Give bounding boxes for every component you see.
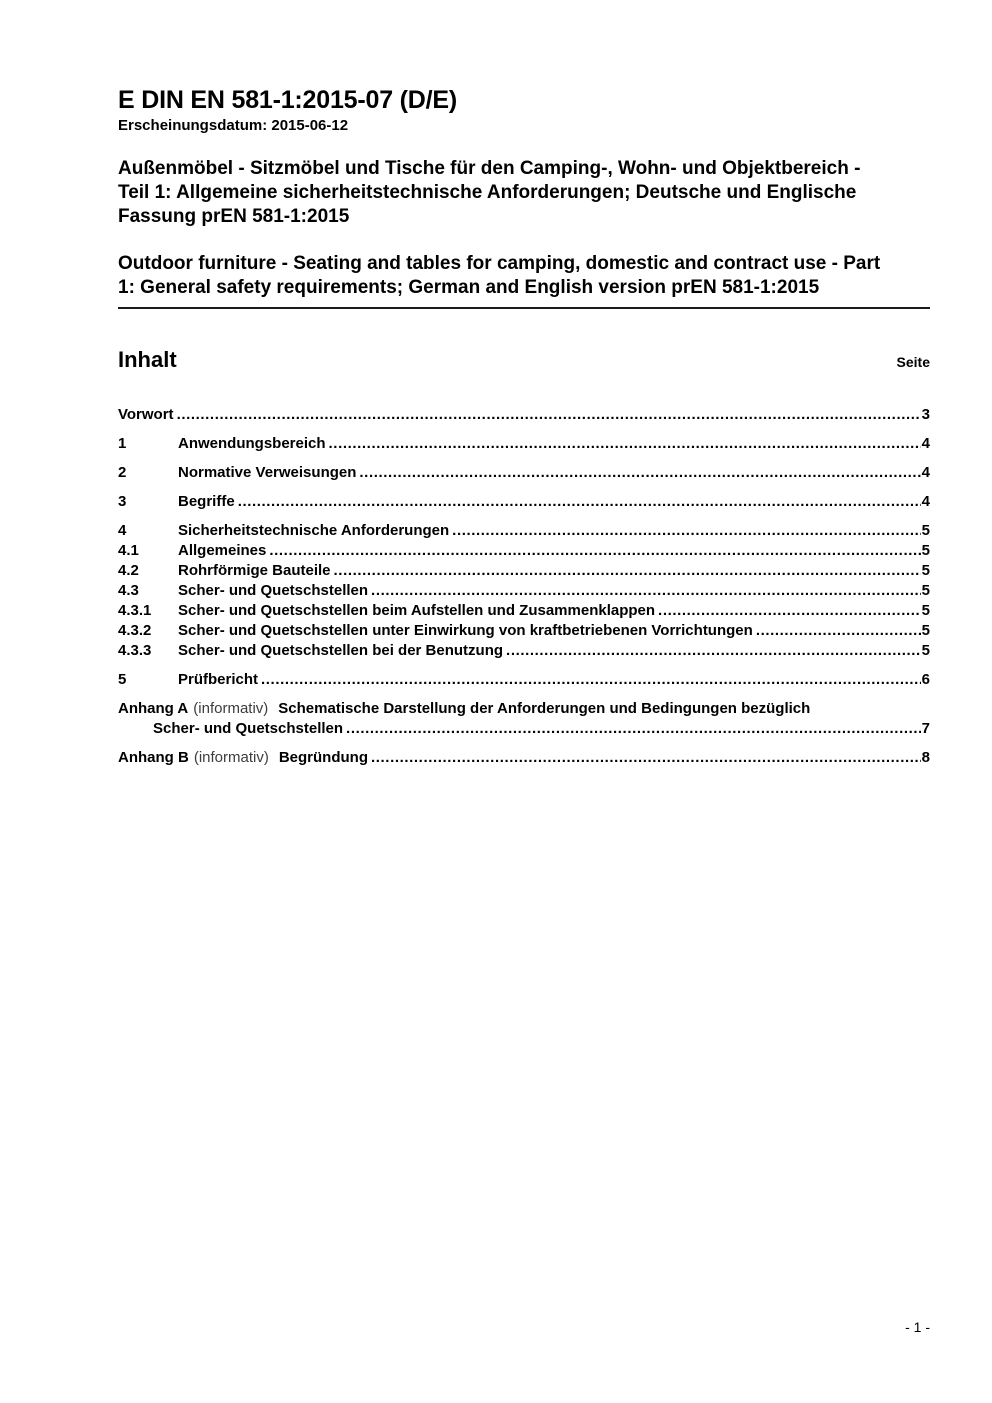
toc-dot-leader — [359, 463, 920, 483]
toc-row-annex-a-line1 — [118, 699, 930, 719]
toc-page-number: 6 — [921, 671, 930, 688]
toc-row-3 — [118, 492, 930, 512]
toc-page-number: 4 — [921, 435, 930, 452]
toc-page-number: 5 — [921, 562, 930, 579]
toc-page-column-label: Seite — [896, 354, 930, 370]
toc-section-number: 1 — [118, 435, 127, 452]
toc-dot-leader — [177, 405, 921, 425]
german-title — [118, 157, 930, 229]
toc-section-number: 4.3.2 — [118, 622, 152, 639]
english-title-line: Outdoor furniture - Seating and tables for camping, domestic and contract use - Part — [118, 253, 881, 274]
toc-dot-leader — [238, 492, 921, 512]
publication-date: Erscheinungsdatum: 2015-06-12 — [118, 117, 349, 134]
annex-prefix: Anhang A — [118, 700, 189, 717]
toc-label: Scher- und Quetschstellen beim Aufstellen und Zusammenklappen — [178, 602, 656, 619]
toc-section-number: 4.2 — [118, 562, 139, 579]
toc-label: Allgemeines — [178, 542, 267, 559]
toc-page-number: 4 — [921, 464, 930, 481]
toc-row-4-3 — [118, 581, 930, 601]
toc-row-1 — [118, 434, 930, 454]
divider-rule — [118, 307, 930, 309]
toc-label: Schematische Darstellung der Anforderungen und Bedingungen bezüglich — [278, 700, 811, 717]
toc-row-annex-a-line2 — [118, 719, 930, 739]
toc-label: Scher- und Quetschstellen bei der Benutzung — [178, 642, 504, 659]
toc-row-vorwort — [118, 405, 930, 425]
toc-page-number: 5 — [921, 622, 930, 639]
german-title-line: Teil 1: Allgemeine sicherheitstechnische Anforderungen; Deutsche und Englische — [118, 182, 857, 203]
toc-label: Vorwort — [118, 406, 174, 423]
toc-page-number: 5 — [921, 602, 930, 619]
toc-row-4-3-2 — [118, 621, 930, 641]
toc-label: Scher- und Quetschstellen — [153, 720, 344, 737]
toc-label: Scher- und Quetschstellen — [178, 582, 369, 599]
toc-section-number: 3 — [118, 493, 127, 510]
toc-page-number: 7 — [921, 720, 930, 737]
toc-page-number: 5 — [921, 522, 930, 539]
toc-label: Begriffe — [178, 493, 235, 510]
toc-section-number: 4.3 — [118, 582, 139, 599]
english-title-line: 1: General safety requirements; German and English version prEN 581-1:2015 — [118, 277, 820, 298]
toc-dot-leader — [329, 434, 921, 454]
toc-label: Scher- und Quetschstellen unter Einwirkung von kraftbetriebenen Vorrichtungen — [178, 622, 753, 639]
german-title-line: Außenmöbel - Sitzmöbel und Tische für den Camping-, Wohn- und Objektbereich - — [118, 158, 861, 179]
toc-page-number: 8 — [921, 749, 930, 766]
toc-label: Rohrförmige Bauteile — [178, 562, 331, 579]
toc-page-number: 5 — [921, 642, 930, 659]
toc-section-number: 4.3.1 — [118, 602, 152, 619]
toc-row-4-1 — [118, 541, 930, 561]
page-number-footer: - 1 - — [905, 1319, 930, 1335]
english-title — [118, 252, 930, 300]
toc-dot-leader — [371, 748, 921, 768]
toc-section-number: 4.1 — [118, 542, 139, 559]
toc-section-number: 2 — [118, 464, 127, 481]
page-content — [0, 86, 992, 768]
toc-row-4-3-1 — [118, 601, 930, 621]
toc-row-4 — [118, 521, 930, 541]
toc-label: Sicherheitstechnische Anforderungen — [178, 522, 450, 539]
toc-page-number: 4 — [921, 493, 930, 510]
toc-row-annex-b — [118, 748, 930, 768]
doc-number-title: E DIN EN 581-1:2015-07 (D/E) — [118, 86, 457, 114]
toc-section-number: 5 — [118, 671, 127, 688]
toc-dot-leader — [658, 601, 921, 621]
toc-label: Begründung — [278, 749, 368, 766]
german-title-line: Fassung prEN 581-1:2015 — [118, 206, 350, 227]
toc-page-number: 3 — [921, 406, 930, 423]
toc-heading-row — [118, 347, 930, 373]
toc-page-number: 5 — [921, 542, 930, 559]
toc-label: Normative Verweisungen — [178, 464, 357, 481]
toc-row-4-3-3 — [118, 641, 930, 661]
toc-dot-leader — [452, 521, 920, 541]
toc-row-4-2 — [118, 561, 930, 581]
toc-dot-leader — [334, 561, 921, 581]
toc-section-number: 4.3.3 — [118, 642, 152, 659]
toc-row-2 — [118, 463, 930, 483]
toc-heading: Inhalt — [118, 347, 177, 372]
toc-row-5 — [118, 670, 930, 690]
toc-dot-leader — [261, 670, 921, 690]
toc-dot-leader — [269, 541, 920, 561]
toc-section-number: 4 — [118, 522, 127, 539]
annex-type: (informativ) — [193, 700, 269, 717]
table-of-contents — [118, 405, 930, 768]
annex-type: (informativ) — [193, 749, 269, 766]
toc-dot-leader — [506, 641, 921, 661]
toc-page-number: 5 — [921, 582, 930, 599]
annex-prefix: Anhang B — [118, 749, 189, 766]
toc-label: Prüfbericht — [178, 671, 259, 688]
toc-dot-leader — [346, 719, 921, 739]
toc-dot-leader — [756, 621, 921, 641]
toc-dot-leader — [371, 581, 921, 601]
toc-label: Anwendungsbereich — [178, 435, 326, 452]
